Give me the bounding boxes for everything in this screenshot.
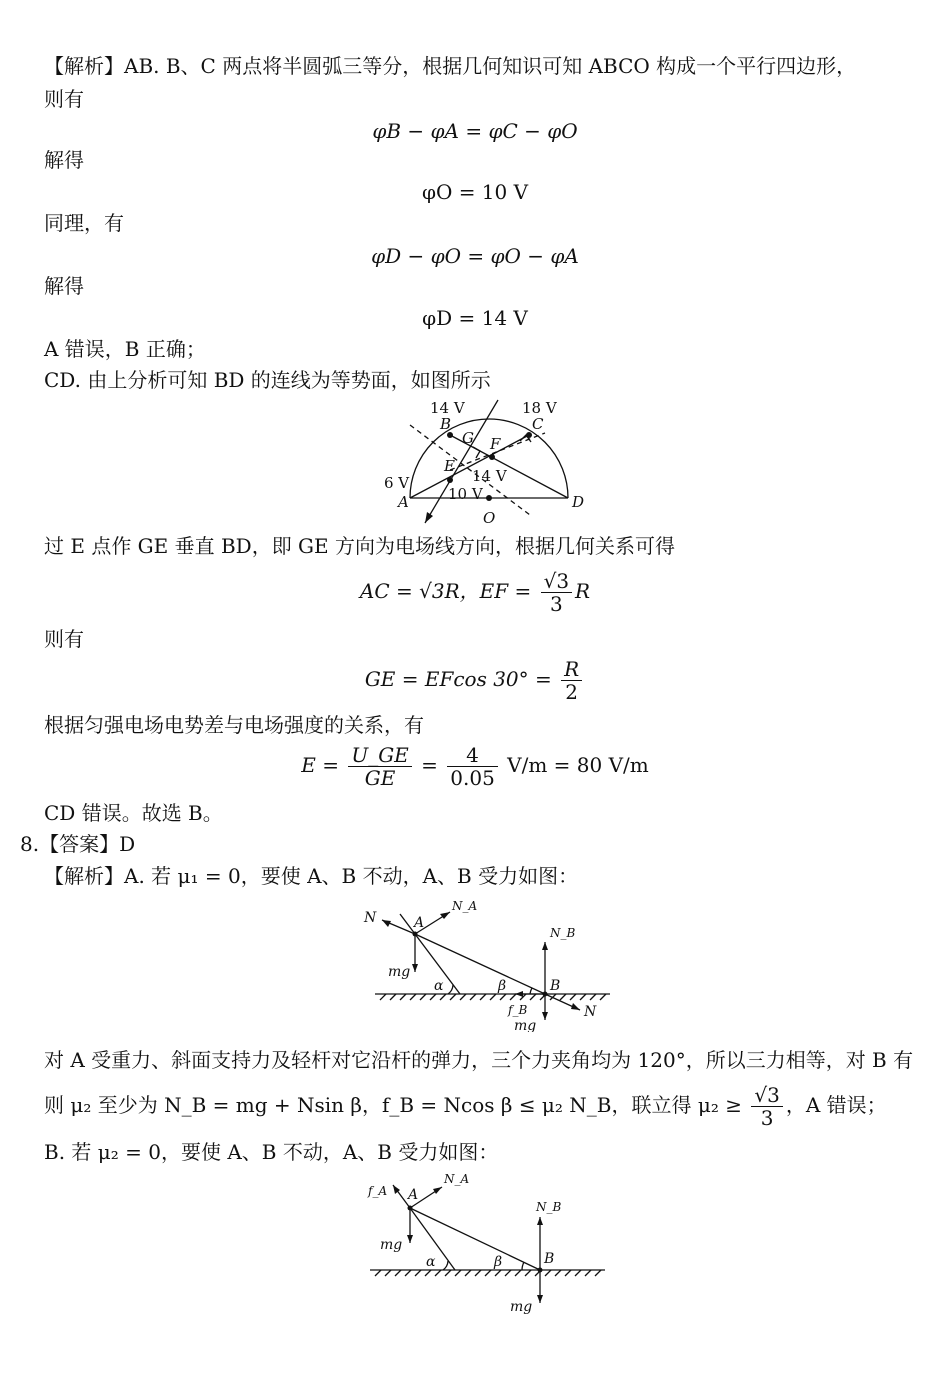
- angle-alpha: [448, 985, 453, 994]
- label-beta: β: [494, 1254, 503, 1270]
- label-18v: 18 V: [522, 399, 557, 417]
- solve-label-1: 解得: [44, 148, 84, 172]
- answer-8: 8.【答案】D: [20, 832, 136, 856]
- label-e: E: [444, 457, 455, 475]
- angle-beta: [522, 1262, 524, 1270]
- field-line-ge: [425, 400, 498, 523]
- label-o: O: [483, 509, 496, 527]
- point-o: [486, 495, 492, 501]
- label-na: N_A: [444, 1172, 470, 1186]
- point-b: [543, 992, 548, 997]
- analysis-intro: 【解析】AB. B、C 两点将半圆弧三等分，根据几何知识可知 ABCO 构成一个平行四边形，: [44, 54, 857, 78]
- equation-2: φO = 10 V: [421, 180, 529, 204]
- analysis-a: 【解析】A. 若 μ₁ = 0，要使 A、B 不动，A、B 受力如图：: [44, 864, 579, 888]
- figure-force-a: [360, 892, 620, 1032]
- label-nb: N_B: [550, 926, 576, 940]
- label-n-right: N: [584, 1004, 597, 1020]
- conclusion-ab: A 错误，B 正确；: [44, 337, 206, 361]
- equation-5: AC = √3R，EF = $\frac{√3}{3}$ R: [359, 569, 591, 616]
- equation-4: φD = 14 V: [422, 306, 528, 330]
- label-fa: f_A: [368, 1184, 388, 1198]
- label-b: B: [440, 415, 452, 433]
- label-g: G: [462, 429, 474, 447]
- label-mg-a: mg: [380, 1237, 403, 1253]
- cd-conclusion: CD 错误。故选 B。: [44, 801, 223, 825]
- ground-hatch: [375, 1270, 601, 1276]
- equation-7: E = $\frac{U\_GE}{GE}$ = $\frac{4}{0.05}$ V/m = 80 V/m: [301, 743, 649, 790]
- label-alpha: α: [434, 978, 444, 994]
- angle-beta: [530, 988, 532, 994]
- label-a: A: [398, 493, 409, 511]
- angle-alpha: [443, 1261, 448, 1270]
- label-mg-b: mg: [514, 1018, 537, 1032]
- cd-line-2: 过 E 点作 GE 垂直 BD，即 GE 方向为电场线方向，根据几何关系可得: [44, 534, 675, 558]
- label-f: F: [490, 435, 501, 453]
- right-angle-mark-g: [473, 447, 480, 458]
- label-b: B: [544, 1251, 555, 1267]
- label-beta: β: [498, 978, 507, 994]
- text-a2: 则 μ₂ 至少为 N_B = mg + Nsin β，f_B = Ncos β ≤ μ₂ N_B，联立得 μ₂ ≥ $\frac{√3}{3}$ ，A 错误；: [44, 1083, 887, 1130]
- label-nb: N_B: [536, 1200, 562, 1214]
- equation-3: φD − φO = φO − φA: [371, 244, 579, 268]
- label-fb: f_B: [508, 1003, 528, 1017]
- point-a: [408, 1206, 413, 1211]
- label-na: N_A: [452, 899, 478, 913]
- point-a: [413, 932, 418, 937]
- equation-6: GE = EFcos 30° = $\frac{R}{2}$: [0, 654, 950, 704]
- text-a1: 对 A 受重力、斜面支持力及轻杆对它沿杆的弹力，三个力夹角均为 120°，所以三力相等，对 B 有: [44, 1048, 914, 1072]
- label-b: B: [550, 978, 561, 994]
- then-have-2: 则有: [44, 627, 84, 651]
- ground-hatch: [380, 994, 606, 1000]
- relation-text: 根据匀强电场电势差与电场强度的关系，有: [44, 713, 424, 737]
- label-a: A: [408, 1187, 419, 1203]
- point-f: [489, 454, 495, 460]
- label-mg-a: mg: [388, 964, 411, 980]
- cd-intro: CD. 由上分析可知 BD 的连线为等势面，如图所示: [44, 368, 491, 392]
- similarly-label: 同理，有: [44, 211, 124, 235]
- figure-force-b: [360, 1165, 620, 1315]
- label-6v: 6 V: [384, 474, 410, 492]
- label-c: C: [532, 415, 544, 433]
- arrow-head-down: [425, 512, 433, 523]
- point-b: [538, 1268, 543, 1273]
- label-14v-mid: 14 V: [472, 467, 507, 485]
- label-10v: 10 V: [448, 485, 483, 503]
- label-14v-top: 14 V: [430, 399, 465, 417]
- label-a: A: [414, 915, 425, 931]
- label-mg-b: mg: [510, 1299, 533, 1315]
- analysis-b: B. 若 μ₂ = 0，要使 A、B 不动，A、B 受力如图：: [44, 1140, 499, 1164]
- point-e: [447, 477, 453, 483]
- label-n-left: N: [364, 910, 377, 926]
- solve-label-2: 解得: [44, 274, 84, 298]
- then-have: 则有: [44, 87, 84, 111]
- equation-1: φB − φA = φC − φO: [372, 119, 578, 143]
- figure-semicircle: [370, 395, 600, 530]
- label-alpha: α: [426, 1254, 436, 1270]
- label-d: D: [572, 493, 585, 511]
